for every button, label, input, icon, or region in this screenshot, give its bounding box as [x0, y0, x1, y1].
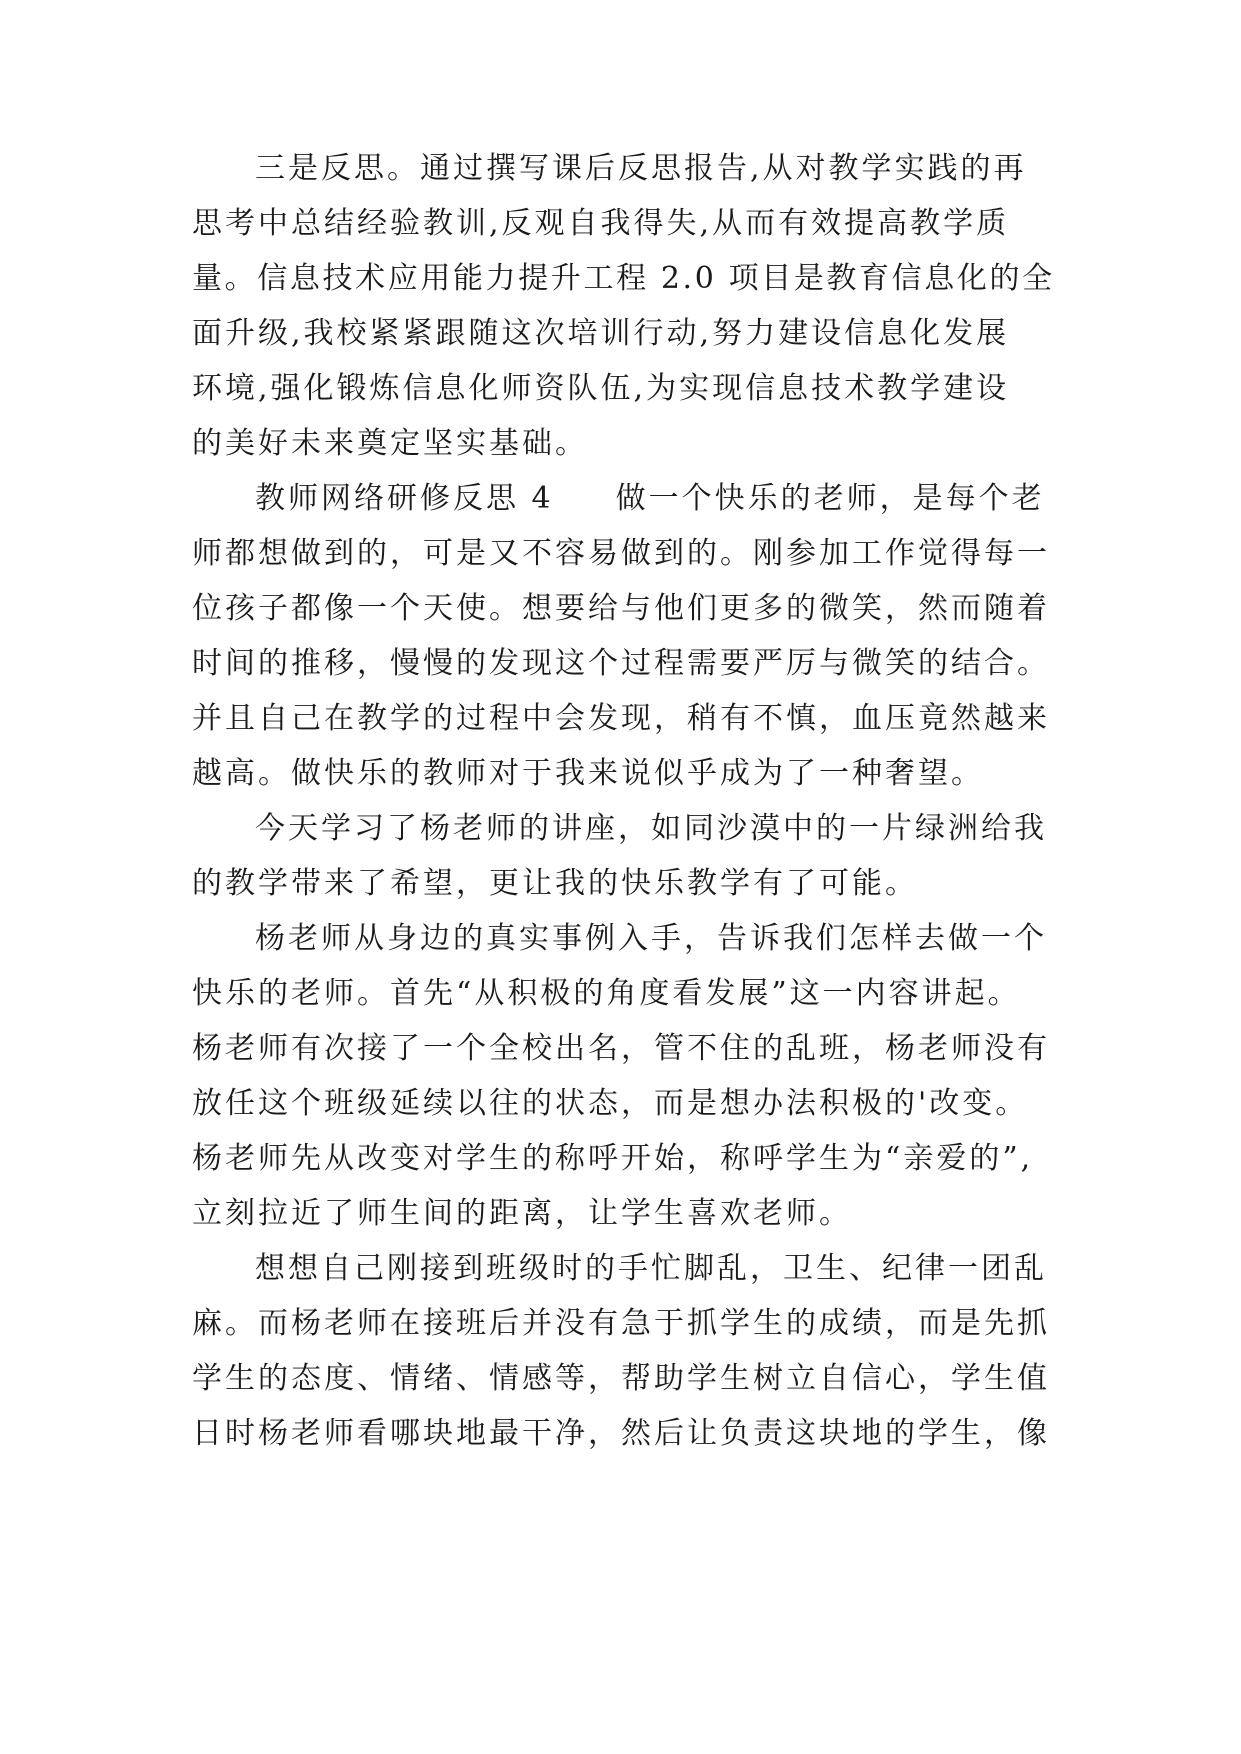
text-line: 杨老师有次接了一个全校出名，管不住的乱班，杨老师没有	[192, 1031, 1050, 1066]
text-line: 杨老师从身边的真实事例入手，告诉我们怎样去做一个	[255, 921, 1047, 956]
text-line: 师都想做到的，可是又不容易做到的。刚参加工作觉得每一	[192, 536, 1050, 571]
text-line: 想想自己刚接到班级时的手忙脚乱，卫生、纪律一团乱	[255, 1251, 1047, 1286]
section-heading-line	[255, 479, 1045, 519]
text-line: 立刻拉近了师生间的距离，让学生喜欢老师。	[192, 1196, 852, 1231]
text-line: 放任这个班级延续以往的状态，而是想办法积极的'改变。	[192, 1086, 1029, 1121]
text-line: 三是反思。通过撰写课后反思报告,从对教学实践的再	[255, 151, 1027, 186]
text-line: 环境,强化锻炼信息化师资队伍,为实现信息技术教学建设	[192, 371, 1010, 406]
text-line: 的美好未来奠定坚实基础。	[192, 426, 588, 461]
text-line: 越高。做快乐的教师对于我来说似乎成为了一种奢望。	[192, 756, 984, 791]
text-line: 位孩子都像一个天使。想要给与他们更多的微笑，然而随着	[192, 591, 1050, 626]
text-line: 今天学习了杨老师的讲座，如同沙漠中的一片绿洲给我	[255, 811, 1047, 846]
text-line: 学生的态度、情绪、情感等，帮助学生树立自信心，学生值	[192, 1361, 1050, 1396]
paragraph-start: 做一个快乐的老师，是每个老	[615, 481, 1045, 516]
text-line: 麻。而杨老师在接班后并没有急于抓学生的成绩，而是先抓	[192, 1306, 1050, 1341]
text-line: 思考中总结经验教训,反观自我得失,从而有效提高教学质	[192, 206, 1010, 241]
text-line: 量。信息技术应用能力提升工程 2.0 项目是教育信息化的全	[192, 261, 1055, 296]
text-line: 杨老师先从改变对学生的称呼开始，称呼学生为“亲爱的”,	[192, 1141, 1034, 1176]
text-line: 快乐的老师。首先“从积极的角度看发展”这一内容讲起。	[192, 976, 1021, 1011]
text-line: 并且自己在教学的过程中会发现，稍有不慎，血压竟然越来	[192, 701, 1050, 736]
text-line: 面升级,我校紧紧跟随这次培训行动,努力建设信息化发展	[192, 316, 1010, 351]
text-line: 日时杨老师看哪块地最干净，然后让负责这块地的学生，像	[192, 1416, 1050, 1451]
text-line: 时间的推移，慢慢的发现这个过程需要严厉与微笑的结合。	[192, 646, 1050, 681]
text-line: 的教学带来了希望，更让我的快乐教学有了可能。	[192, 866, 918, 901]
section-heading: 教师网络研修反思 4	[255, 481, 554, 516]
